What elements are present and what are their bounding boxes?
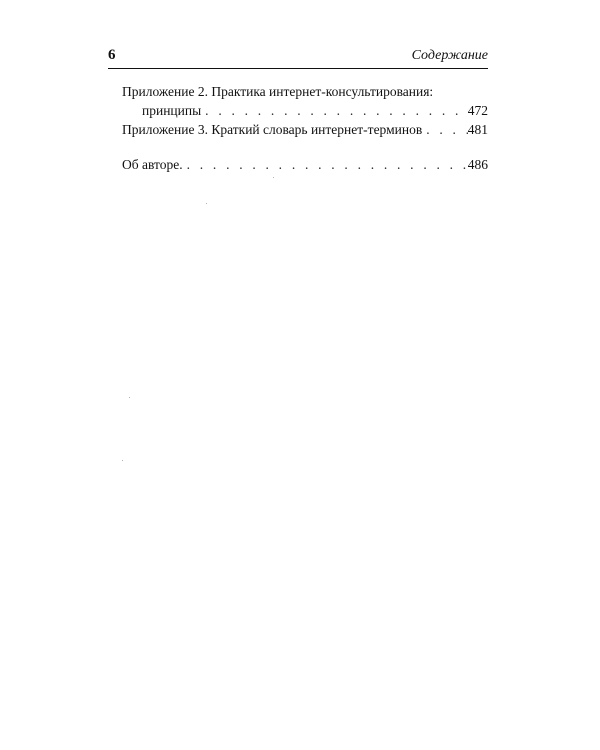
toc-entry-title: Приложение 3. Краткий словарь интернет-терминов <box>122 122 423 137</box>
toc-page-number: 486 <box>467 157 488 172</box>
toc-entry-line <box>122 120 488 139</box>
table-of-contents <box>122 82 488 174</box>
toc-entry-appendix-2 <box>122 82 488 120</box>
toc-page-number: 481 <box>467 122 488 137</box>
toc-entry-line <box>122 101 488 120</box>
toc-entry-title-continued: принципы <box>142 103 202 118</box>
scan-speck <box>273 177 274 178</box>
scan-speck <box>122 460 123 461</box>
scan-speck <box>129 397 130 398</box>
toc-entry-about-author <box>122 155 488 174</box>
toc-entry-title: Об авторе. <box>122 157 183 172</box>
toc-page-number: 472 <box>467 103 488 118</box>
running-title: Содержание <box>411 48 488 63</box>
toc-entry-title: Приложение 2. Практика интернет-консультирования: <box>122 84 434 99</box>
toc-entry-line <box>122 82 488 101</box>
toc-entry-line <box>122 155 488 174</box>
dot-leader <box>183 155 468 174</box>
scan-speck <box>206 203 207 204</box>
dot-leader <box>201 101 468 120</box>
toc-entry-appendix-3 <box>122 120 488 139</box>
dot-leader <box>422 120 468 139</box>
running-header <box>108 46 488 69</box>
page-number: 6 <box>108 47 116 63</box>
